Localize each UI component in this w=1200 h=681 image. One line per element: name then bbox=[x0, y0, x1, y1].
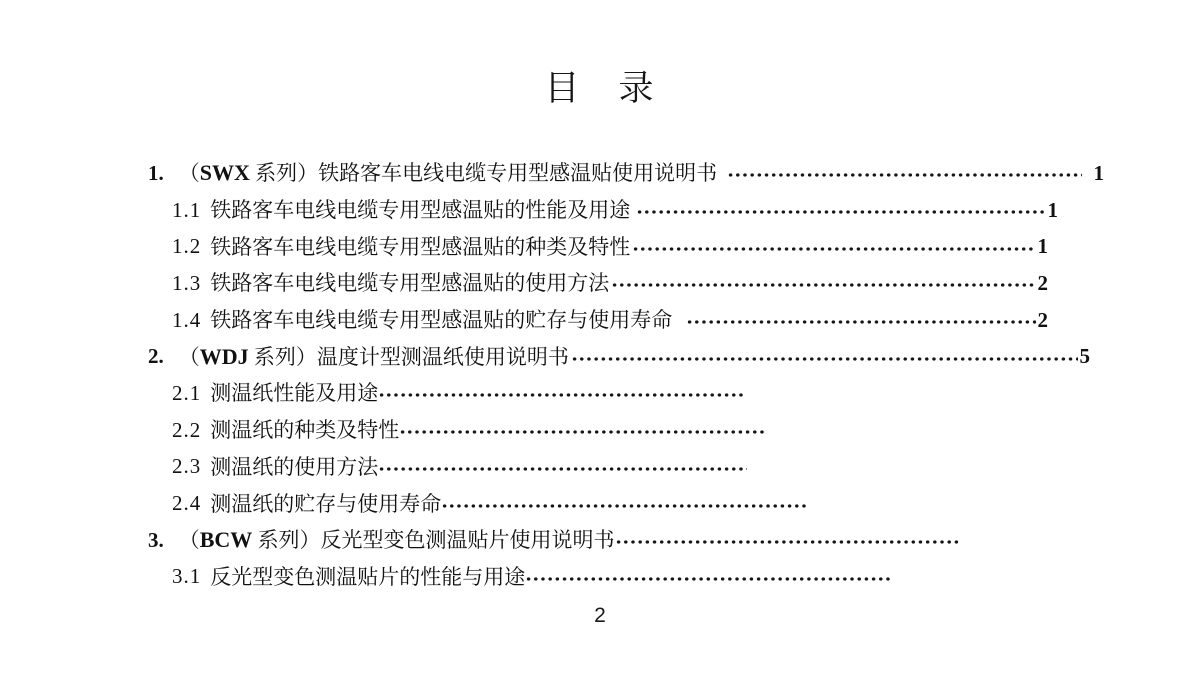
toc-entry[interactable] bbox=[172, 559, 890, 596]
toc-entry-page-number: 1 bbox=[1047, 197, 1058, 222]
toc-entry-page-number: 2 bbox=[1037, 270, 1048, 295]
toc-entry-number: 3. bbox=[148, 527, 164, 552]
toc-entry-title: （BCW 系列）反光型变色测温贴片使用说明书 bbox=[178, 527, 615, 553]
toc-entry-page-number: 1 bbox=[1037, 234, 1048, 259]
toc-entry-number: 1.2 bbox=[172, 234, 202, 259]
toc-entry-title: 铁路客车电线电缆专用型感温贴的种类及特性 bbox=[210, 234, 631, 259]
toc-entry[interactable] bbox=[172, 375, 745, 412]
toc-entry-title: 测温纸性能及用途 bbox=[210, 381, 379, 406]
toc-entry-number: 2.2 bbox=[172, 417, 202, 442]
toc-entry-title: 铁路客车电线电缆专用型感温贴的性能及用途 bbox=[210, 198, 631, 223]
toc-entry-page-number: 2 bbox=[1037, 307, 1048, 332]
page-title: 目 录 bbox=[544, 69, 656, 108]
toc-entry-number: 1.1 bbox=[172, 197, 202, 222]
toc-entry[interactable] bbox=[148, 338, 1090, 375]
dot-leader-icon bbox=[636, 208, 1045, 216]
toc-entry[interactable] bbox=[172, 449, 747, 486]
toc-entry[interactable] bbox=[172, 228, 1048, 265]
toc-entry-number: 2.3 bbox=[172, 454, 202, 479]
toc-entry-title: 铁路客车电线电缆专用型感温贴的贮存与使用寿命 bbox=[210, 308, 673, 333]
toc-entry-number: 1.3 bbox=[172, 270, 202, 295]
toc-entry[interactable] bbox=[172, 412, 767, 449]
toc-entry-title: 测温纸的贮存与使用寿命 bbox=[210, 491, 442, 516]
dot-leader-icon bbox=[632, 245, 1035, 253]
toc-entry-number: 2.1 bbox=[172, 380, 202, 405]
toc-entry[interactable] bbox=[172, 192, 1058, 229]
toc-entry[interactable] bbox=[172, 485, 808, 522]
toc-entry-title: 铁路客车电线电缆专用型感温贴的使用方法 bbox=[210, 271, 610, 296]
toc-entry-title: （WDJ 系列）温度计型测温纸使用说明书 bbox=[178, 343, 569, 369]
toc-entry-page-number: 5 bbox=[1079, 344, 1090, 369]
toc-entry-number: 2. bbox=[148, 344, 164, 369]
dot-leader-icon bbox=[378, 465, 747, 473]
toc-entry-number: 3.1 bbox=[172, 564, 202, 589]
toc-entry-title: 测温纸的使用方法 bbox=[210, 454, 379, 479]
dot-leader-icon bbox=[441, 502, 808, 510]
toc-entry[interactable] bbox=[172, 265, 1048, 302]
dot-leader-icon bbox=[727, 171, 1081, 179]
toc-entry-number: 2.4 bbox=[172, 491, 202, 516]
dot-leader-icon bbox=[399, 428, 767, 436]
toc-entry[interactable] bbox=[172, 302, 1048, 339]
dot-leader-icon bbox=[378, 391, 745, 399]
footer-page-number: 2 bbox=[594, 604, 606, 627]
toc-entry-title: 测温纸的种类及特性 bbox=[210, 418, 400, 443]
dot-leader-icon bbox=[686, 318, 1035, 326]
dot-leader-icon bbox=[525, 575, 890, 583]
toc-entry-page-number: 1 bbox=[1093, 160, 1104, 185]
toc-entry-number: 1. bbox=[148, 160, 164, 185]
dot-leader-icon bbox=[611, 281, 1035, 289]
toc-entry[interactable] bbox=[148, 522, 960, 559]
toc-entry[interactable] bbox=[148, 155, 1104, 192]
toc-entry-number: 1.4 bbox=[172, 307, 202, 332]
dot-leader-icon bbox=[615, 538, 960, 546]
dot-leader-icon bbox=[571, 355, 1078, 363]
toc-entry-title: 反光型变色测温贴片的性能与用途 bbox=[210, 564, 526, 589]
toc-entry-title: （SWX 系列）铁路客车电线电缆专用型感温贴使用说明书 bbox=[178, 160, 718, 186]
table-of-contents bbox=[0, 155, 1104, 595]
